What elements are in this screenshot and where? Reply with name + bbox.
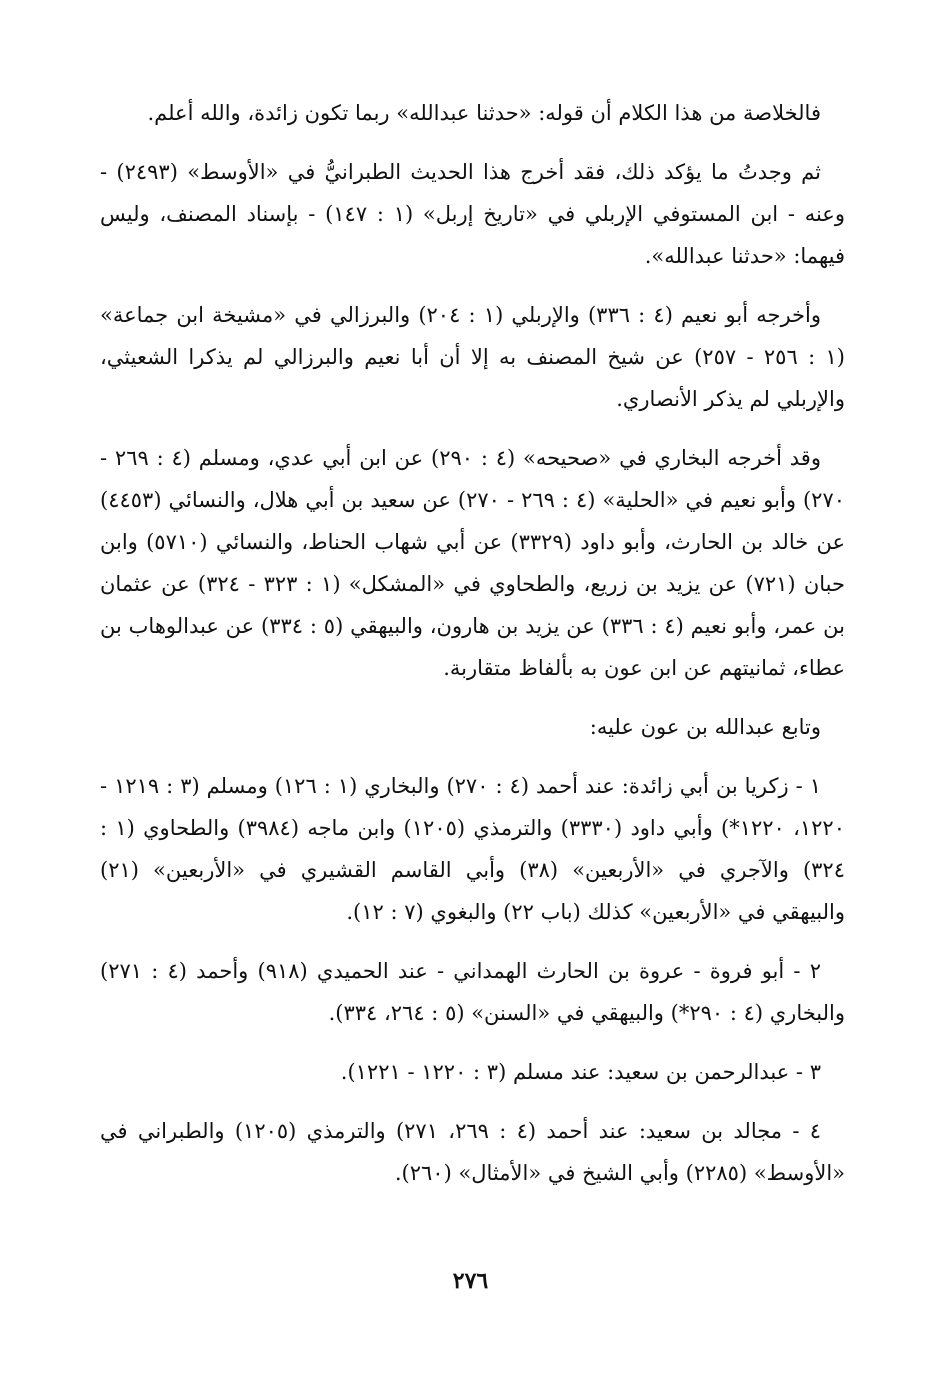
paragraph-conclusion: فالخلاصة من هذا الكلام أن قوله: «حدثنا عبدالله» ربما تكون زائدة، والله أعلم. bbox=[147, 101, 821, 125]
paragraph-tabarani: ثم وجدتُ ما يؤكد ذلك، فقد أخرج هذا الحديث الطبرانيُّ في «الأوسط» (٢٤٩٣) - وعنه - ابن المستوفي الإربلي في «تاريخ إربل» (١ : ١٤٧) - بإسناد المصنف، وليس فيهما: «حدثنا عبدالله». bbox=[100, 160, 845, 268]
page-body bbox=[100, 92, 845, 1211]
paragraph-bukhari: وقد أخرجه البخاري في «صحيحه» (٤ : ٢٩٠) عن ابن أبي عدي، ومسلم (٤ : ٢٦٩ - ٢٧٠) وأبو نعيم في «الحلية» (٤ : ٢٦٩ - ٢٧٠) عن سعيد بن أبي هلال، والنسائي (٤٤٥٣) عن خالد بن الحارث، وأبو داود (٣٣٢٩) عن أبي شهاب الحناط، والنسائي (٥٧١٠) وابن حبان (٧٢١) عن يزيد بن زريع، والطحاوي في «المشكل» (١ : ٣٢٣ - ٣٢٤) عن عثمان بن عمر، وأبو نعيم (٤ : ٣٣٦) عن يزيد بن هارون، والبيهقي (٥ : ٣٣٤) عن عبدالوهاب بن عطاء، ثمانيتهم عن ابن عون به بألفاظ متقاربة. bbox=[100, 446, 846, 680]
page-number: ٢٧٦ bbox=[452, 1268, 489, 1294]
paragraph-abu-nuaym: وأخرجه أبو نعيم (٤ : ٣٣٦) والإربلي (١ : ٢٠٤) والبرزالي في «مشيخة ابن جماعة» (١ : ٢٥٦ - ٢٥٧) عن شيخ المصنف به إلا أن أبا نعيم والبرزالي لم يذكرا الشعيثي، والإربلي لم يذكر الأنصاري. bbox=[100, 303, 845, 411]
paragraph-followers-intro: وتابع عبدالله بن عون عليه: bbox=[589, 715, 821, 739]
paragraph-follower-1: ١ - زكريا بن أبي زائدة: عند أحمد (٤ : ٢٧٠) والبخاري (١ : ١٢٦) ومسلم (٣ : ١٢١٩ - ١٢٢٠، ١٢٢٠*) وأبي داود (٣٣٣٠) والترمذي (١٢٠٥) وابن ماجه (٣٩٨٤) والطحاوي (١ : ٣٢٤) والآجري في «الأربعين» (٣٨) وأبي القاسم القشيري في «الأربعين» (٢١) والبيهقي في «الأربعين» كذلك (باب ٢٢) والبغوي (٧ : ١٢). bbox=[100, 774, 845, 924]
paragraph-follower-2: ٢ - أبو فروة - عروة بن الحارث الهمداني - عند الحميدي (٩١٨) وأحمد (٤ : ٢٧١) والبخاري (٤ : ٢٩٠*) والبيهقي في «السنن» (٥ : ٢٦٤، ٣٣٤). bbox=[100, 959, 845, 1025]
paragraph-follower-3: ٣ - عبدالرحمن بن سعيد: عند مسلم (٣ : ١٢٢٠ - ١٢٢١). bbox=[340, 1060, 821, 1084]
paragraph-follower-4: ٤ - مجالد بن سعيد: عند أحمد (٤ : ٢٦٩، ٢٧١) والترمذي (١٢٠٥) والطبراني في «الأوسط» (٢٢٨٥) وأبي الشيخ في «الأمثال» (٢٦٠). bbox=[100, 1119, 845, 1185]
